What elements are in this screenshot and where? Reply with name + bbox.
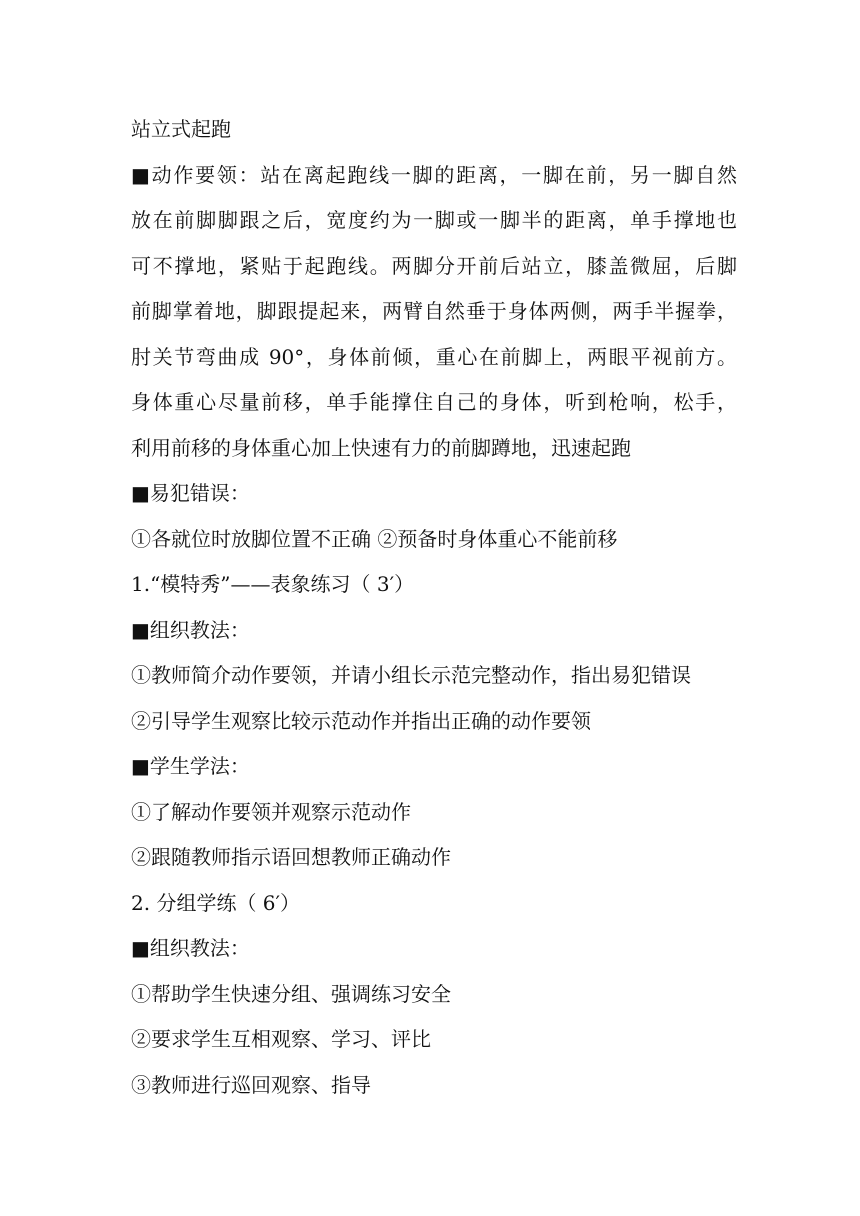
section-1-teaching-item: ①教师简介动作要领，并请小组长示范完整动作，指出易犯错误 [131, 663, 691, 687]
section-2-teaching-item: ③教师进行巡回观察、指导 [131, 1072, 371, 1097]
errors-text: ①各就位时放脚位置不正确 ②预备时身体重心不能前移 [131, 526, 618, 551]
document-title: 站立式起跑 [131, 117, 231, 141]
errors-heading: ■易犯错误： [131, 481, 250, 505]
essentials-line-4: 前脚掌着地，脚跟提起来，两臂自然垂于身体两侧，两手半握拳， [131, 299, 737, 323]
essentials-text: 站在离起跑线一脚的距离，一脚在前，另一脚自然 [260, 162, 738, 187]
section-1-learning-item: ②跟随教师指示语回想教师正确动作 [131, 845, 451, 869]
section-1-learning-item: ①了解动作要领并观察示范动作 [131, 799, 411, 824]
section-2-title: 2. 分组学练（ 6′） [131, 890, 301, 915]
essentials-line-6: 身体重心尽量前移，单手能撑住自己的身体，听到枪响，松手， [131, 390, 737, 414]
essentials-line-7: 利用前移的身体重心加上快速有力的前脚蹲地，迅速起跑 [131, 435, 631, 460]
section-2-teaching-item: ②要求学生互相观察、学习、评比 [131, 1027, 431, 1051]
essentials-line-1 [131, 153, 737, 199]
essentials-line-5: 肘关节弯曲成 90°，身体前倾，重心在前脚上，两眼平视前方。 [131, 344, 737, 369]
section-1-teaching-heading: ■组织教法： [131, 617, 250, 642]
document-content [131, 107, 737, 1108]
essentials-heading: ■动作要领： [131, 162, 261, 187]
section-2-teaching-item: ①帮助学生快速分组、强调练习安全 [131, 981, 451, 1006]
section-2-teaching-heading: ■组织教法： [131, 936, 250, 960]
section-1-learning-heading: ■学生学法： [131, 754, 250, 778]
section-1-title: 1.“模特秀”——表象练习（ 3′） [131, 572, 415, 596]
section-1-teaching-item: ②引导学生观察比较示范动作并指出正确的动作要领 [131, 708, 591, 733]
essentials-line-3: 可不撑地，紧贴于起跑线。两脚分开前后站立，膝盖微屈，后脚 [131, 253, 737, 278]
essentials-line-2: 放在前脚脚跟之后，宽度约为一脚或一脚半的距离，单手撑地也 [131, 208, 737, 232]
